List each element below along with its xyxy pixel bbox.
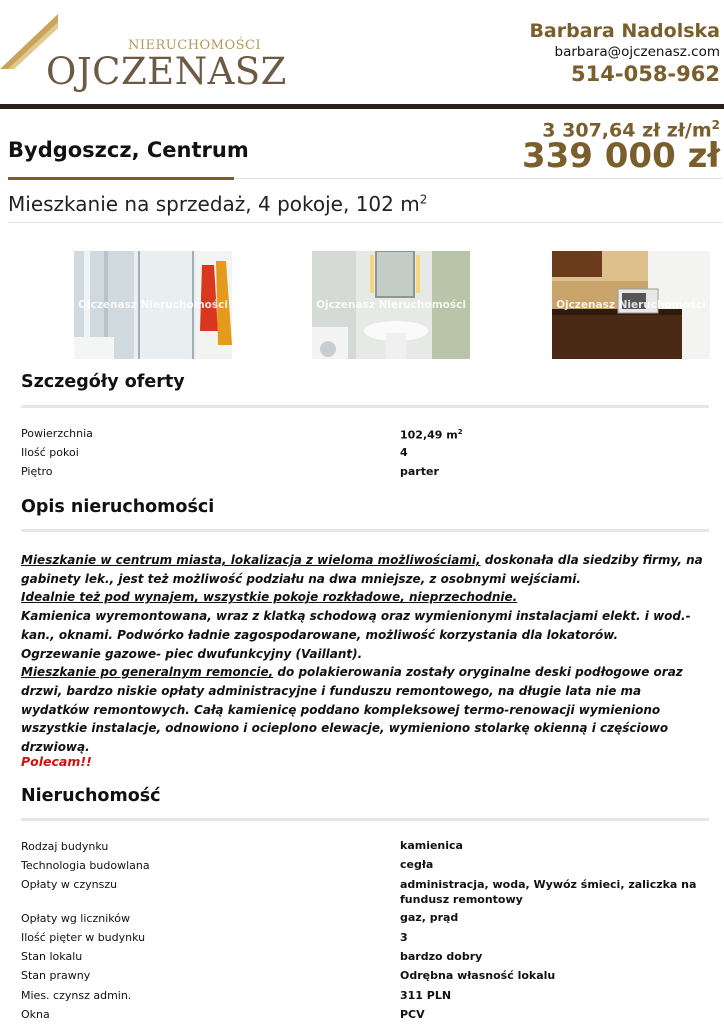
property-value-building-type: kamienica xyxy=(400,839,463,852)
description-text-span: do polakierowania zostały oryginalne deski podłogowe oraz drzwi, bardzo niskie opłaty administracyjne i funduszu remontowego, na długie lata nie ma wydatków remontowych. Całą kamienicę poddano kompleksowej termo-renowacji wymieniono wszystkie instalacje, odnowiono i ocieplono elewacje, wymieniono stolarkę okienną i częściowo drzwiową. xyxy=(21,665,683,755)
description-paragraph xyxy=(21,588,711,607)
description-highlight: Mieszkanie w centrum miasta, lokalizacja z wieloma możliwościami, xyxy=(21,553,481,567)
detail-value-rooms: 4 xyxy=(400,446,408,459)
photo-watermark: Ojczenasz Nieruchomości xyxy=(78,299,228,311)
agent-contact xyxy=(529,19,720,87)
subtitle-divider xyxy=(8,222,722,223)
property-label-admin-rent: Mies. czynsz admin. xyxy=(21,989,132,1002)
property-label-floors: Ilość pięter w budynku xyxy=(21,931,146,944)
detail-value-floor: parter xyxy=(400,465,439,478)
listing-price: 339 000 zł xyxy=(521,136,720,176)
property-label-rent-includes: Opłaty w czynszu xyxy=(21,878,118,891)
photo-kitchen[interactable] xyxy=(552,251,710,359)
property-section-title: Nieruchomość xyxy=(21,786,161,806)
property-value-windows: PCV xyxy=(400,1008,425,1021)
page-header xyxy=(0,0,724,104)
property-label-technology: Technologia budowlana xyxy=(21,859,150,872)
price-per-m2-value: 3 307,64 zł zł/m xyxy=(542,119,712,142)
listing-city: Bydgoszcz, Centrum xyxy=(8,138,249,162)
photo-bathroom-shower[interactable] xyxy=(74,251,232,359)
logo-name: OJCZENASZ xyxy=(46,50,287,93)
property-label-building-type: Rodzaj budynku xyxy=(21,840,109,853)
listing-subtitle xyxy=(8,192,427,216)
description-paragraph xyxy=(21,663,711,757)
description-text xyxy=(21,551,711,757)
property-label-condition: Stan lokalu xyxy=(21,950,83,963)
photo-watermark: Ojczenasz Nieruchomości xyxy=(556,299,706,311)
description-paragraph: Kamienica wyremontowana, wraz z klatką schodową oraz wymienionymi instalacjami elekt. i wod.- kan., oknami. Podwórko ładnie zagospodarowane, możliwość korzystania dla lokatorów. xyxy=(21,609,691,642)
detail-label-area: Powierzchnia xyxy=(21,427,93,440)
agent-email-link[interactable]: barbara@ojczenasz.com xyxy=(554,44,720,60)
price-per-m2-sup: 2 xyxy=(711,118,720,132)
agent-phone-link[interactable]: 514-058-962 xyxy=(571,62,720,86)
description-section-divider xyxy=(21,529,709,532)
property-label-meter-fees: Opłaty wg liczników xyxy=(21,912,130,925)
detail-value-area-text: 102,49 m xyxy=(400,428,458,442)
photo-bathroom-sink[interactable] xyxy=(312,251,470,359)
description-text-span: doskonała dla siedziby firmy, na gabinety lek., jest też możliwość podziału na dwa mniejsze, z osobnymi wejściami. xyxy=(21,553,703,586)
detail-label-floor: Piętro xyxy=(21,465,53,478)
property-value-floors: 3 xyxy=(400,931,408,944)
property-value-rent-includes: administracja, woda, Wywóz śmieci, zaliczka na fundusz remontowy xyxy=(400,878,697,906)
property-section-divider xyxy=(21,818,709,821)
property-value-admin-rent: 311 PLN xyxy=(400,989,452,1002)
header-divider xyxy=(0,104,724,109)
logo-subtitle: NIERUCHOMOŚCI xyxy=(128,38,262,53)
detail-label-rooms: Ilość pokoi xyxy=(21,446,79,459)
listing-subtitle-text: Mieszkanie na sprzedaż, 4 pokoje, 102 m xyxy=(8,192,420,216)
property-value-meter-fees: gaz, prąd xyxy=(400,911,459,924)
agent-name: Barbara Nadolska xyxy=(529,20,720,42)
property-value-technology: cegła xyxy=(400,858,434,871)
photo-watermark: Ojczenasz Nieruchomości xyxy=(316,299,466,311)
detail-value-area xyxy=(400,425,700,443)
listing-subtitle-sup: 2 xyxy=(419,192,428,207)
description-paragraph xyxy=(21,551,711,588)
description-closing: Polecam!! xyxy=(21,754,92,769)
title-divider-accent xyxy=(8,177,234,180)
description-highlight: Mieszkanie po generalnym remoncie, xyxy=(21,665,274,680)
property-value-legal-status: Odrębna własność lokalu xyxy=(400,969,556,982)
property-value-condition: bardzo dobry xyxy=(400,950,483,963)
title-divider xyxy=(234,178,722,179)
property-label-legal-status: Stan prawny xyxy=(21,969,91,982)
description-highlight: Idealnie też pod wynajem, wszystkie pokoje rozkładowe, nieprzechodnie. xyxy=(21,590,518,605)
description-paragraph: Ogrzewanie gazowe- piec dwufunkcyjny (Vaillant). xyxy=(21,646,363,661)
property-label-windows: Okna xyxy=(21,1008,50,1021)
detail-value-area-sup: 2 xyxy=(457,428,463,436)
details-section-divider xyxy=(21,405,709,408)
description-section-title: Opis nieruchomości xyxy=(21,497,215,517)
details-section-title: Szczegóły oferty xyxy=(21,372,185,392)
